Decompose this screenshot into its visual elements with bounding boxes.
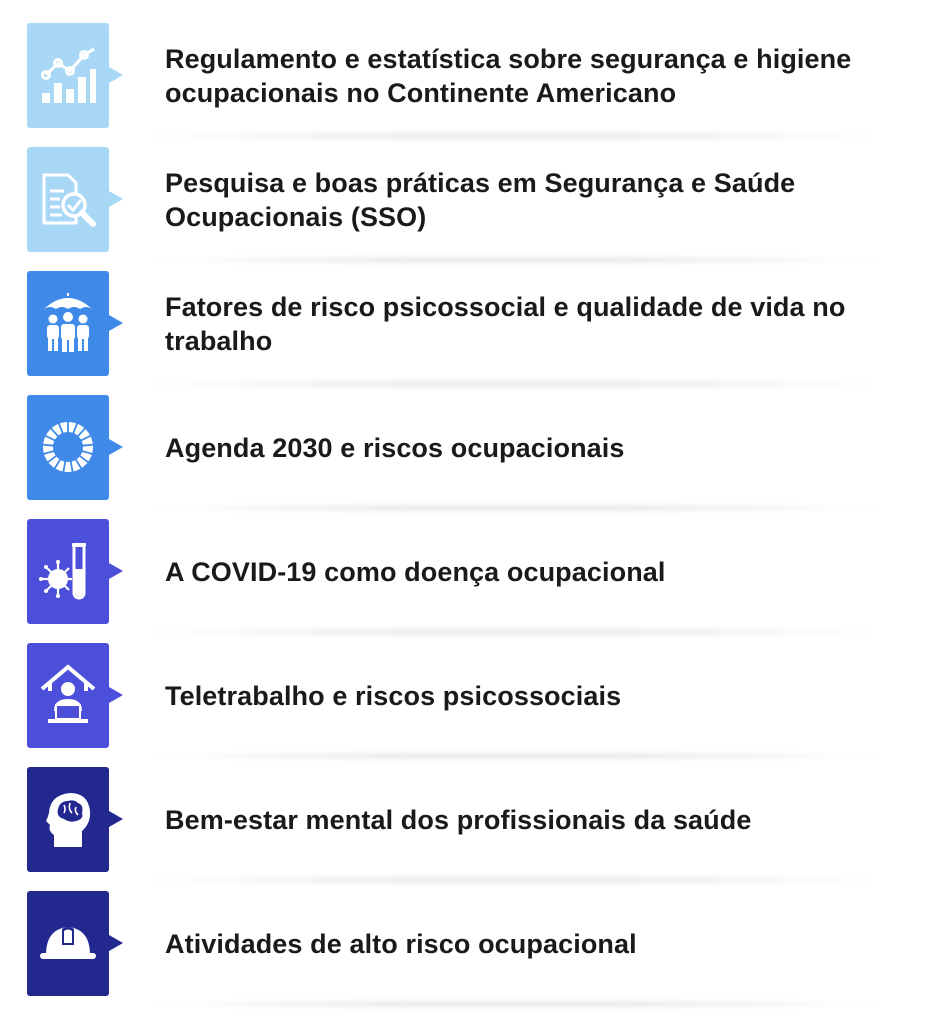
list-item bbox=[0, 643, 938, 767]
list-item bbox=[0, 767, 938, 891]
item-label: Teletrabalho e riscos psicossociais bbox=[165, 680, 622, 711]
divider bbox=[135, 133, 895, 139]
divider bbox=[135, 505, 895, 511]
divider bbox=[135, 1001, 895, 1007]
list-item bbox=[0, 147, 938, 271]
hard-hat-icon bbox=[38, 911, 98, 976]
item-label: Fatores de risco psicossocial e qualidade de vida no trabalho bbox=[165, 291, 846, 356]
list-item bbox=[0, 23, 938, 147]
divider bbox=[135, 257, 895, 263]
tile bbox=[27, 395, 109, 500]
umbrella-people-icon bbox=[38, 291, 98, 356]
list-item bbox=[0, 519, 938, 643]
chart-growth-icon bbox=[38, 43, 98, 108]
list-item bbox=[0, 395, 938, 519]
tile bbox=[27, 767, 109, 872]
item-label: Atividades de alto risco ocupacional bbox=[165, 928, 637, 959]
document-search-icon bbox=[38, 167, 98, 232]
tile bbox=[27, 519, 109, 624]
head-brain-icon bbox=[38, 787, 98, 852]
divider bbox=[135, 381, 895, 387]
tile bbox=[27, 23, 109, 128]
divider bbox=[135, 629, 895, 635]
list-item bbox=[0, 891, 938, 1015]
item-label: Regulamento e estatística sobre segurança e higiene ocupacionais no Continente Americano bbox=[165, 43, 852, 108]
item-label: Agenda 2030 e riscos ocupacionais bbox=[165, 432, 625, 463]
tile bbox=[27, 271, 109, 376]
item-label: A COVID-19 como doença ocupacional bbox=[165, 556, 666, 587]
tile bbox=[27, 891, 109, 996]
divider bbox=[135, 753, 895, 759]
item-label: Pesquisa e boas práticas em Segurança e Saúde Ocupacionais (SSO) bbox=[165, 167, 796, 232]
tile bbox=[27, 147, 109, 252]
virus-test-tube-icon bbox=[38, 539, 98, 604]
list-item bbox=[0, 271, 938, 395]
tile bbox=[27, 643, 109, 748]
sdg-wheel-icon bbox=[38, 415, 98, 480]
item-label: Bem-estar mental dos profissionais da saúde bbox=[165, 804, 752, 835]
divider bbox=[135, 877, 895, 883]
home-laptop-worker-icon bbox=[38, 663, 98, 728]
